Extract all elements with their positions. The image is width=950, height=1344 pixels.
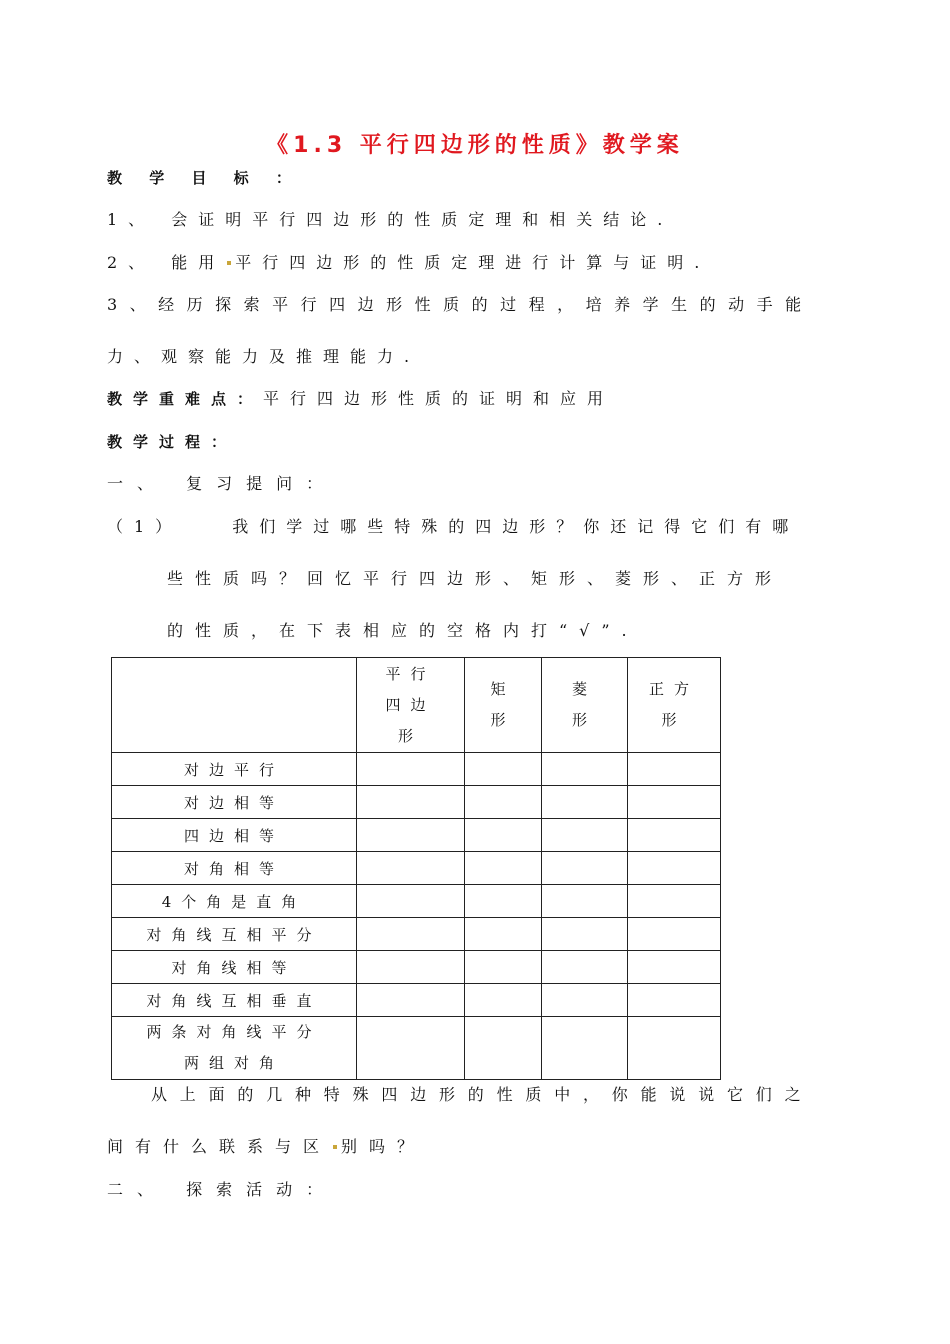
table-row — [112, 819, 721, 852]
question-1-line1: 我们学过哪些特殊的四边形？你还记得它们有哪 — [232, 517, 800, 536]
after-table-part2: 别吗？ — [341, 1137, 426, 1156]
table-row — [112, 753, 721, 786]
key-points-text: 平行四边形性质的证明和应用 — [263, 389, 615, 408]
objective-2-part2: 平行四边形的性质定理进行计算与证明. — [235, 253, 711, 272]
question-1-line2: 些性质吗？回忆平行四边形、矩形、菱形、正方形 — [167, 569, 784, 588]
check-cell[interactable] — [357, 1017, 465, 1080]
after-table-part1: 间有什么联系与区 — [107, 1137, 332, 1156]
check-cell[interactable] — [357, 753, 465, 786]
check-cell[interactable] — [465, 984, 542, 1017]
check-cell[interactable] — [628, 984, 721, 1017]
check-cell[interactable] — [628, 786, 721, 819]
after-table-line2 — [107, 1137, 837, 1157]
column-header-square — [628, 658, 721, 753]
section-1-heading: 一、 复习提问： — [107, 474, 337, 493]
check-cell[interactable] — [357, 951, 465, 984]
header-text: 矩 — [490, 680, 516, 698]
check-cell[interactable] — [542, 852, 628, 885]
check-cell[interactable] — [542, 1017, 628, 1080]
check-cell[interactable] — [465, 819, 542, 852]
row-label: 4个角是直角 — [112, 885, 357, 918]
table-row — [112, 786, 721, 819]
row-label: 对边相等 — [112, 786, 357, 819]
check-cell[interactable] — [465, 885, 542, 918]
question-1-number: （1） — [107, 517, 183, 536]
check-cell[interactable] — [465, 951, 542, 984]
table-row — [112, 1017, 721, 1080]
table-corner-cell — [112, 658, 357, 753]
row-label: 对角线互相平分 — [112, 918, 357, 951]
table-row — [112, 918, 721, 951]
header-text: 正方 — [648, 680, 699, 698]
check-cell[interactable] — [542, 984, 628, 1017]
check-cell[interactable] — [357, 984, 465, 1017]
check-cell[interactable] — [628, 852, 721, 885]
row-label: 对角线互相垂直 — [112, 984, 357, 1017]
section-2-heading: 二、 探索活动： — [107, 1180, 337, 1199]
check-cell[interactable] — [542, 951, 628, 984]
objective-3: 3、经历探索平行四边形性质的过程，培养学生的动手能 — [107, 295, 814, 314]
header-text: 形 — [661, 711, 687, 729]
column-header-parallelogram — [357, 658, 465, 753]
check-cell[interactable] — [357, 885, 465, 918]
mark-dot — [227, 261, 231, 265]
check-cell[interactable] — [542, 918, 628, 951]
after-table-line1: 从上面的几种特殊四边形的性质中，你能说说它们之 — [151, 1085, 814, 1104]
check-cell[interactable] — [465, 786, 542, 819]
row-label: 对角线相等 — [112, 951, 357, 984]
check-cell[interactable] — [542, 885, 628, 918]
header-text: 四边 — [385, 695, 436, 714]
table-header-row — [112, 658, 721, 753]
check-cell[interactable] — [542, 786, 628, 819]
question-1 — [107, 517, 837, 537]
header-text: 形 — [490, 711, 516, 729]
check-cell[interactable] — [628, 918, 721, 951]
check-cell[interactable] — [628, 1017, 721, 1080]
header-text: 菱 — [571, 680, 597, 698]
row-label: 对角相等 — [112, 852, 357, 885]
page-title: 《1.3 平行四边形的性质》教学案 — [266, 133, 684, 158]
check-cell[interactable] — [465, 852, 542, 885]
objective-2-part1: 2、 能用 — [107, 253, 226, 272]
column-header-rectangle — [465, 658, 542, 753]
check-cell[interactable] — [628, 951, 721, 984]
objective-2 — [107, 253, 837, 273]
check-cell[interactable] — [628, 753, 721, 786]
check-cell[interactable] — [357, 918, 465, 951]
question-1-line3: 的性质，在下表相应的空格内打“√”. — [167, 621, 639, 640]
check-cell[interactable] — [357, 852, 465, 885]
header-text: 形 — [571, 711, 597, 729]
table-row — [112, 852, 721, 885]
objective-1: 1、 会证明平行四边形的性质定理和相关结论. — [107, 210, 674, 229]
row-label-line: 两条对角线平分 — [146, 1023, 322, 1041]
check-cell[interactable] — [542, 753, 628, 786]
header-text: 形 — [397, 726, 423, 745]
properties-table — [111, 657, 721, 1080]
key-points — [107, 389, 837, 409]
table-row — [112, 984, 721, 1017]
row-label — [112, 1017, 357, 1080]
objective-3-cont: 力、观察能力及推理能力. — [107, 347, 421, 366]
row-label-line: 两组对角 — [183, 1054, 284, 1072]
check-cell[interactable] — [628, 885, 721, 918]
check-cell[interactable] — [465, 1017, 542, 1080]
column-header-rhombus — [542, 658, 628, 753]
row-label: 对边平行 — [112, 753, 357, 786]
table-row — [112, 951, 721, 984]
table-row — [112, 885, 721, 918]
check-cell[interactable] — [357, 819, 465, 852]
key-points-label: 教学重难点： — [107, 390, 264, 408]
mark-dot — [333, 1145, 337, 1149]
objectives-heading: 教 学 目 标 ： — [107, 169, 302, 187]
row-label: 四边相等 — [112, 819, 357, 852]
check-cell[interactable] — [357, 786, 465, 819]
check-cell[interactable] — [628, 819, 721, 852]
header-text: 平行 — [385, 664, 436, 683]
check-cell[interactable] — [465, 753, 542, 786]
check-cell[interactable] — [465, 918, 542, 951]
process-heading: 教学过程： — [107, 433, 238, 451]
check-cell[interactable] — [542, 819, 628, 852]
